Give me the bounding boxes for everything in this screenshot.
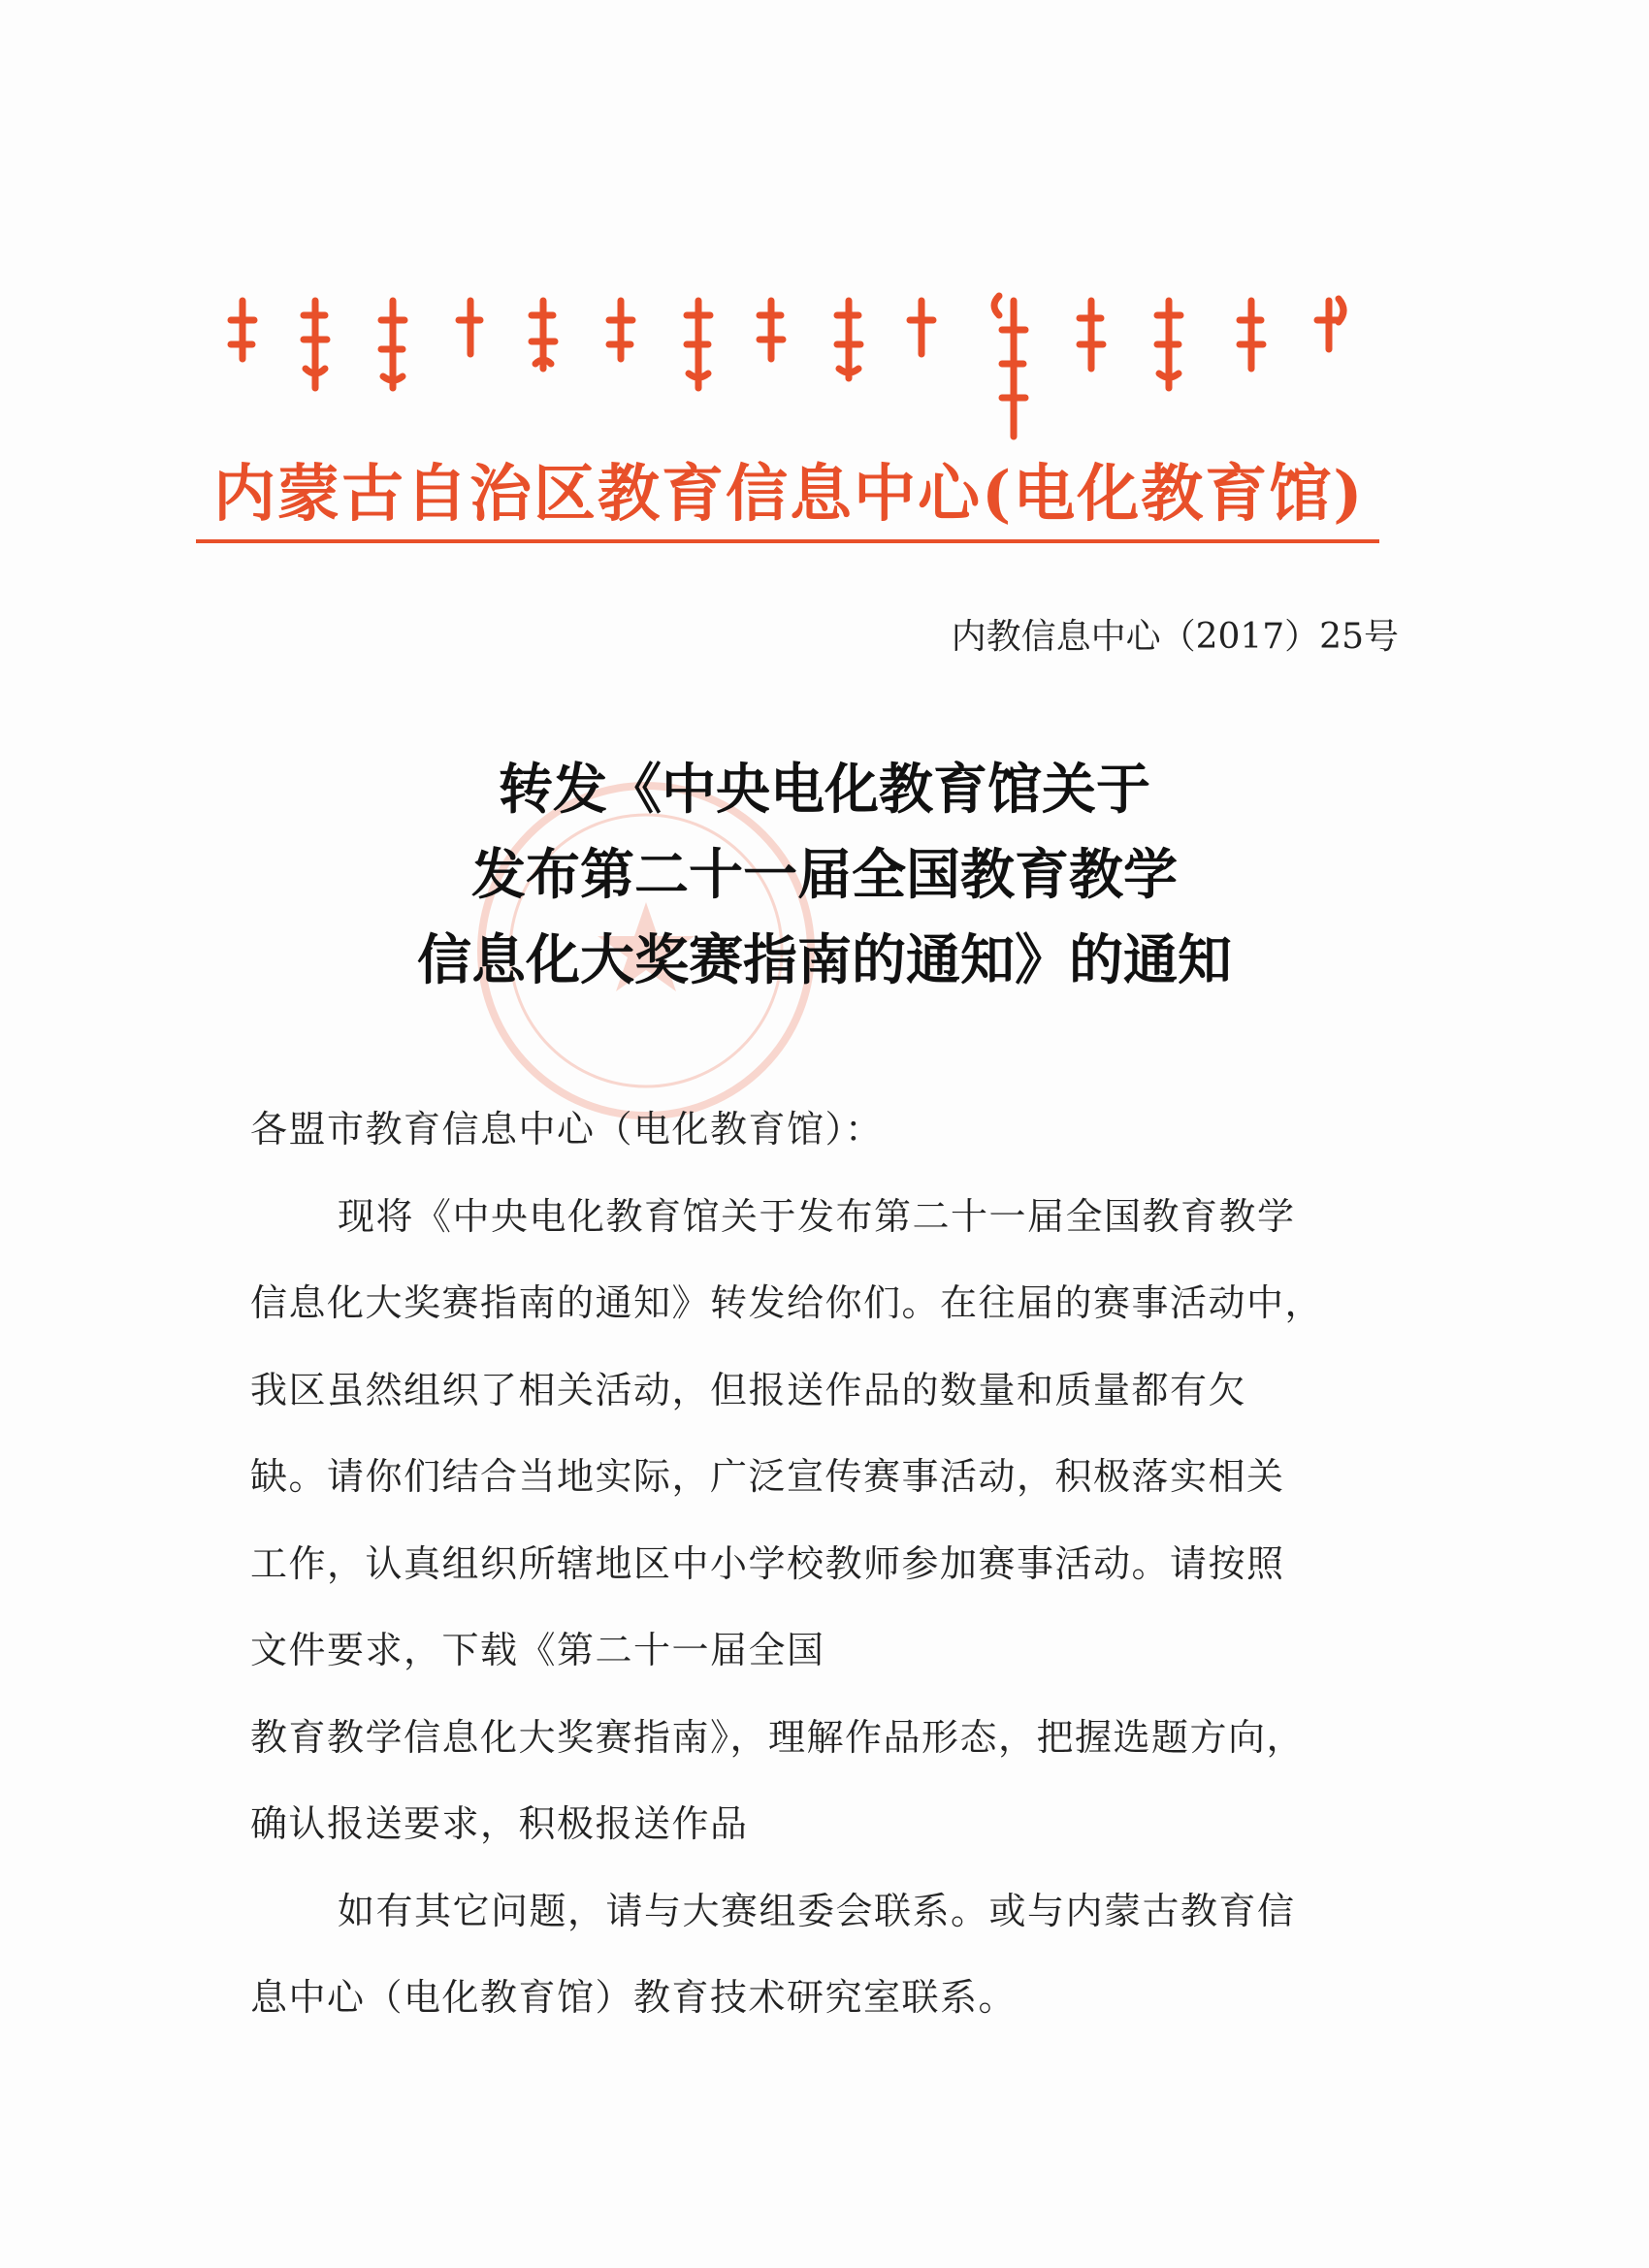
paragraph-line: 缺。请你们结合当地实际，广泛宣传赛事活动，积极落实相关 bbox=[250, 1455, 1285, 1498]
document-number: 内教信息中心（2017）25号 bbox=[951, 617, 1399, 657]
mongolian-script-glyphs bbox=[223, 291, 1368, 446]
organization-name: 内蒙古自治区教育信息中心(电化教育馆) bbox=[213, 458, 1365, 531]
paragraph-line: 工作，认真组织所辖地区中小学校教师参加赛事活动。请按照 bbox=[250, 1541, 1285, 1585]
paragraph-line: 教育教学信息化大奖赛指南》，理解作品形态，把握选题方向， bbox=[250, 1715, 1306, 1759]
paragraph-line: 我区虽然组织了相关活动，但报送作品的数量和质量都有欠 bbox=[250, 1368, 1247, 1411]
title-line: 发布第二十一届全国教育教学 bbox=[471, 843, 1178, 907]
title-line: 信息化大奖赛指南的通知》的通知 bbox=[417, 928, 1232, 992]
paragraph-line: 确认报送要求，积极报送作品 bbox=[250, 1802, 749, 1845]
document-title bbox=[242, 747, 1406, 1003]
salutation: 各盟市教育信息中心（电化教育馆）： bbox=[250, 1108, 884, 1150]
title-line: 转发《中央电化教育馆关于 bbox=[499, 758, 1150, 822]
mongolian-script-header bbox=[223, 291, 1368, 446]
paragraph-line: 息中心（电化教育馆）教育技术研究室联系。 bbox=[250, 1976, 1018, 2019]
paragraph-line: 文件要求，下载《第二十一届全国 bbox=[250, 1629, 825, 1671]
paragraph-line: 现将《中央电化教育馆关于发布第二十一届全国教育教学 bbox=[338, 1194, 1296, 1238]
document-body bbox=[250, 1086, 1405, 2042]
red-divider-line bbox=[196, 539, 1379, 543]
paragraph-line: 如有其它问题，请与大赛组委会联系。或与内蒙古教育信 bbox=[338, 1889, 1296, 1932]
paragraph-line: 信息化大奖赛指南的通知》转发给你们。在往届的赛事活动中， bbox=[250, 1281, 1324, 1324]
